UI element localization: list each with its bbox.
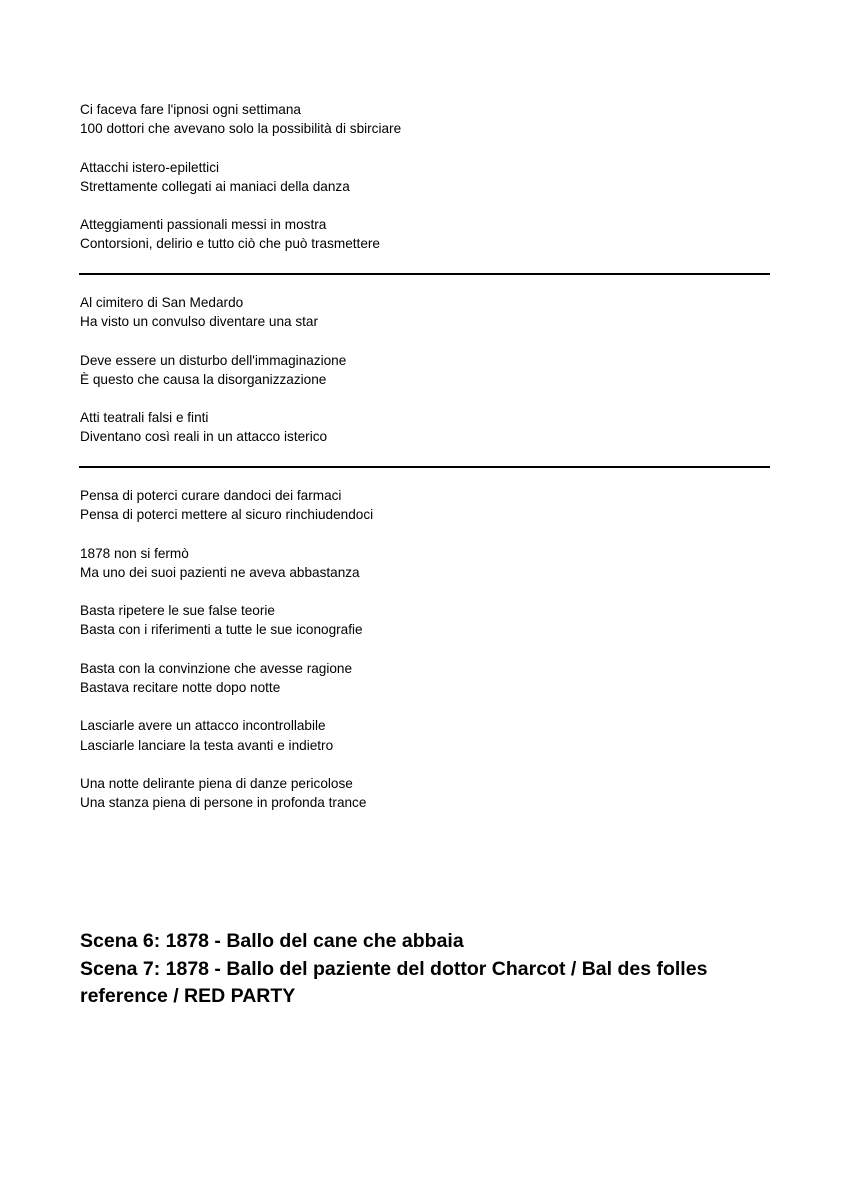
lyric-line: Strettamente collegati ai maniaci della danza (80, 178, 350, 194)
lyric-line: Attacchi istero-epilettici (80, 159, 220, 175)
lyric-line: Diventano così reali in un attacco isterico (80, 429, 328, 445)
lyrics-section-3 (80, 486, 770, 832)
stanza (80, 293, 770, 332)
stanza (80, 601, 770, 640)
stanza (80, 100, 770, 139)
lyric-line: Pensa di poterci curare dandoci dei farmaci (80, 488, 342, 503)
lyric-line: Atti teatrali falsi e finti (80, 410, 209, 426)
scene-heading: Scena 7: 1878 - Ballo del paziente del dottor Charcot / Bal des folles (80, 957, 708, 980)
lyric-line: 1878 non si fermò (80, 545, 189, 561)
lyric-line: Bastava recitare notte dopo notte (80, 680, 281, 696)
lyric-line: Basta con la convinzione che avesse ragione (80, 660, 353, 676)
lyric-line: Pensa di poterci mettere al sicuro rinchiudendoci (80, 507, 374, 523)
stanza (80, 158, 770, 197)
stanza (80, 408, 770, 447)
lyric-line: Una notte delirante piena di danze pericolose (80, 775, 353, 791)
section-divider (79, 466, 770, 468)
lyric-line: Lasciarle avere un attacco incontrollabile (80, 718, 326, 734)
lyrics-section-1 (80, 100, 770, 273)
scene-headings (80, 928, 770, 1011)
stanza (80, 774, 770, 813)
lyric-line: Al cimitero di San Medardo (80, 295, 244, 310)
scene-heading: reference / RED PARTY (80, 985, 296, 1007)
stanza (80, 659, 770, 698)
lyric-line: Ma uno dei suoi pazienti ne aveva abbastanza (80, 564, 360, 580)
stanza (80, 486, 770, 525)
scene-heading: Scena 6: 1878 - Ballo del cane che abbaia (80, 930, 464, 952)
lyric-line: Basta con i riferimenti a tutte le sue iconografie (80, 622, 363, 638)
section-divider (79, 273, 770, 275)
lyric-line: Ha visto un convulso diventare una star (80, 314, 319, 330)
lyric-line: 100 dottori che avevano solo la possibilità di sbirciare (80, 121, 402, 137)
stanza (80, 716, 770, 755)
lyric-line: Ci faceva fare l'ipnosi ogni settimana (80, 102, 301, 117)
lyric-line: Atteggiamenti passionali messi in mostra (80, 217, 327, 233)
lyric-line: Basta ripetere le sue false teorie (80, 603, 275, 619)
lyric-line: Contorsioni, delirio e tutto ciò che può trasmettere (80, 236, 380, 252)
lyric-line: Lasciarle lanciare la testa avanti e indietro (80, 737, 334, 753)
lyrics-section-2 (80, 293, 770, 466)
lyric-line: Deve essere un disturbo dell'immaginazione (80, 352, 347, 368)
lyric-line: È questo che causa la disorganizzazione (80, 371, 327, 387)
stanza (80, 351, 770, 390)
stanza (80, 544, 770, 583)
lyric-line: Una stanza piena di persone in profonda trance (80, 795, 367, 811)
stanza (80, 215, 770, 254)
